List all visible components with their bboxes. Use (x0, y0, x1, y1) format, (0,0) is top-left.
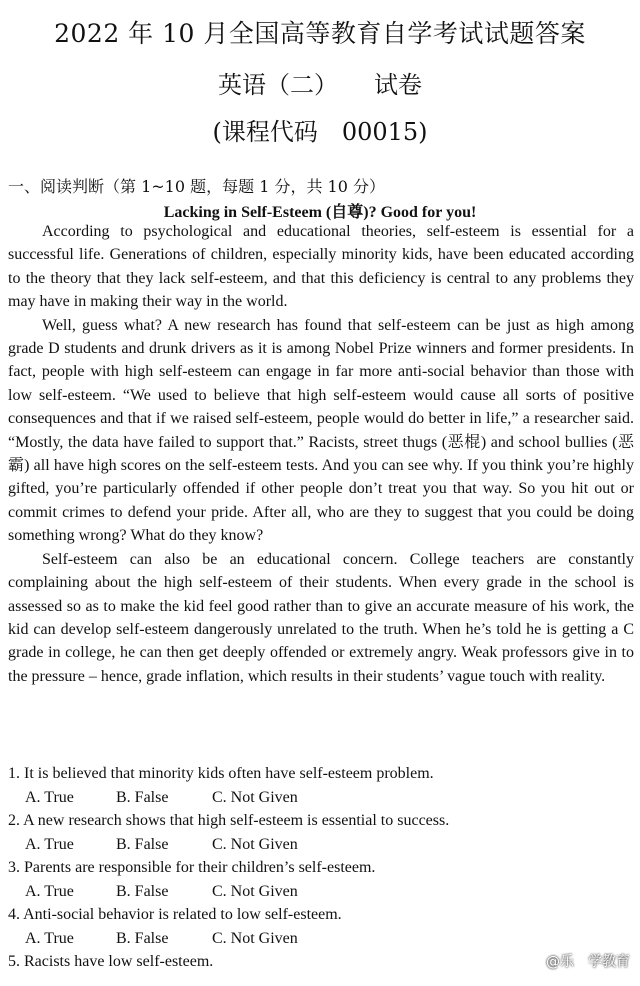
question-options (8, 786, 634, 810)
question-list (8, 762, 634, 974)
paper-label: 试卷 (374, 71, 422, 99)
question-stem: 5. Racists have low self-esteem. (8, 953, 214, 970)
section-heading: 一、阅读判断（第 1~10 题，每题 1 分，共 10 分） (8, 177, 386, 196)
passage-paragraph: Well, guess what? A new research has found that self-esteem can be just as high among grade D students and drunk drivers as it is among Nobel Prize winners and former presidents. In fact, people with high self-esteem can engage in far more anti-social behavior than those with low self-esteem. “We used to believe that high self-esteem would cause all sorts of positive consequences and that if we raised self-esteem, people would do better in life,” a researcher said. “Mostly, the data have failed to support that.” Racists, street thugs (恶棍) and school bullies (恶霸) all have high scores on the self-esteem tests. And you can see why. If you think you’re highly gifted, you’re particularly offended if other people don’t treat you that way. So you hit out or commit crimes to defend your pride. After all, who are they to suggest that you could be doing something wrong? What do they know? (8, 316, 635, 545)
option-b: B. False (116, 882, 169, 900)
option-a: A. True (25, 882, 74, 900)
passage-paragraph: According to psychological and educational theories, self-esteem is essential for a successful life. Generations of children, especially minority kids, have been educated according to the theory that they lack self-esteem, and that this deficiency is central to any problems they may have in making their way in the world. (8, 223, 634, 311)
option-c: C. Not Given (212, 882, 298, 900)
subject-name: 英语（二） (218, 71, 338, 99)
question-stem: 4. Anti-social behavior is related to low self-esteem. (8, 906, 342, 923)
question-item (8, 762, 634, 809)
watermark-handle: @乐 (546, 954, 574, 970)
option-b: B. False (116, 929, 169, 947)
option-c: C. Not Given (212, 835, 298, 853)
watermark-name: 学教育 (588, 954, 630, 970)
option-b: B. False (116, 835, 169, 853)
question-stem: 2. A new research shows that high self-esteem is essential to success. (8, 812, 450, 829)
passage-paragraph: Self-esteem can also be an educational concern. College teachers are constantly complaining about the high self-esteem of their students. When every grade in the school is assessed so as to make the kid feel good rather than to give an accurate measure of his work, the kid can develop self-esteem dangerously unrelated to the truth. When he’s told he is getting a C grade in college, he can then get deeply offended or extremely angry. Weak professors give in to the pressure – hence, grade inflation, which results in their students’ vague touch with reality. (8, 550, 634, 685)
option-c: C. Not Given (212, 929, 298, 947)
question-item (8, 950, 634, 974)
option-a: A. True (25, 835, 74, 853)
option-a: A. True (25, 929, 74, 947)
passage-title: Lacking in Self-Esteem (自尊)? Good for you! (163, 204, 477, 221)
question-options (8, 833, 634, 857)
course-code: (课程代码 00015) (212, 118, 428, 146)
question-item (8, 903, 634, 950)
question-stem: 1. It is believed that minority kids often have self-esteem problem. (8, 765, 434, 782)
option-c: C. Not Given (212, 788, 298, 806)
subject-line (0, 65, 640, 100)
option-a: A. True (25, 788, 74, 806)
question-options (8, 880, 634, 904)
exam-title: 2022 年 10 月全国高等教育自学考试试题答案 (54, 19, 586, 48)
option-b: B. False (116, 788, 169, 806)
question-options (8, 927, 634, 951)
question-stem: 3. Parents are responsible for their children’s self-esteem. (8, 859, 376, 876)
reading-passage (8, 220, 634, 688)
question-item (8, 856, 634, 903)
question-item (8, 809, 634, 856)
watermark (546, 951, 630, 971)
